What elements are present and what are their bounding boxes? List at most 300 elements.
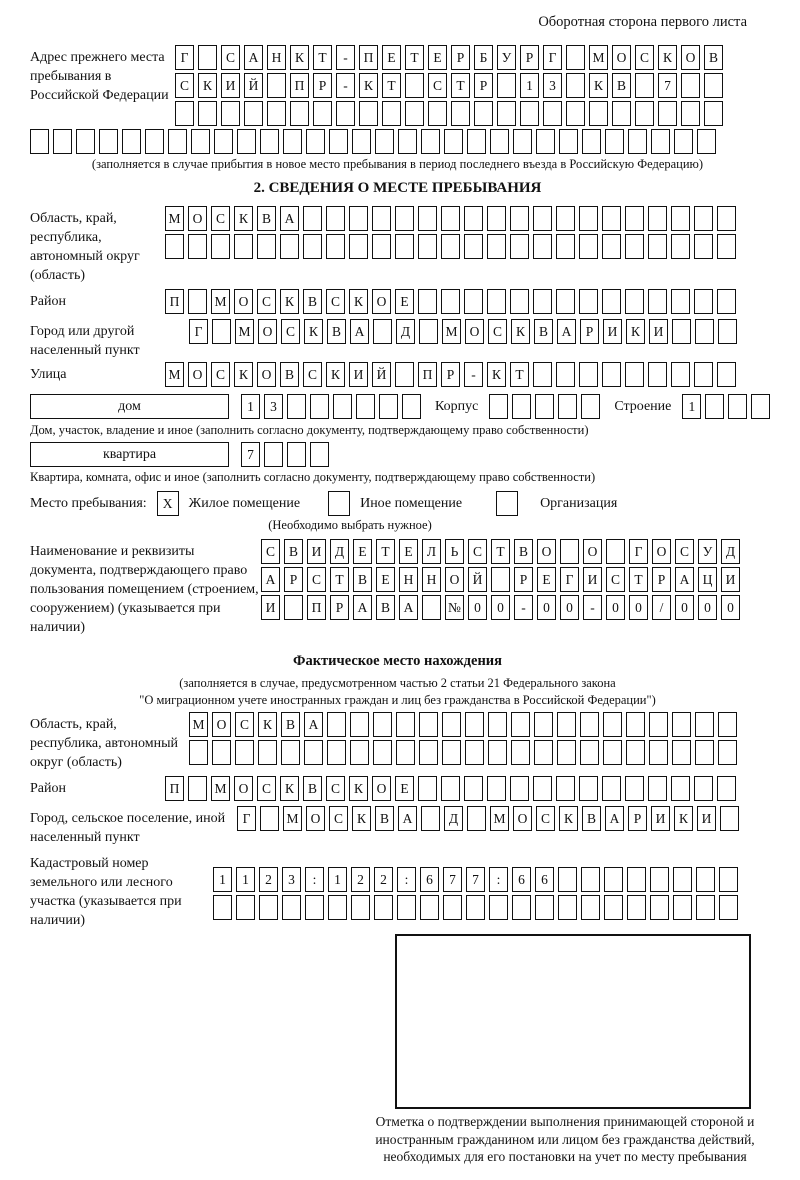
char-cell[interactable]: Р: [330, 595, 349, 620]
char-cell[interactable]: В: [303, 776, 322, 801]
char-cell[interactable]: [313, 101, 332, 126]
char-cell[interactable]: К: [559, 806, 578, 831]
char-cell[interactable]: Р: [441, 362, 460, 387]
char-cell[interactable]: [513, 129, 532, 154]
char-cell[interactable]: [211, 234, 230, 259]
char-cell[interactable]: [76, 129, 95, 154]
char-cell[interactable]: [535, 895, 554, 920]
char-cell[interactable]: /: [652, 595, 671, 620]
char-cell[interactable]: К: [349, 289, 368, 314]
char-cell[interactable]: [379, 394, 398, 419]
char-cell[interactable]: [372, 206, 391, 231]
char-cell[interactable]: [626, 712, 645, 737]
char-cell[interactable]: [556, 362, 575, 387]
char-cell[interactable]: Н: [399, 567, 418, 592]
char-cell[interactable]: 2: [259, 867, 278, 892]
char-cell[interactable]: И: [651, 806, 670, 831]
char-cell[interactable]: [442, 712, 461, 737]
char-cell[interactable]: В: [375, 806, 394, 831]
char-cell[interactable]: [648, 776, 667, 801]
char-cell[interactable]: [628, 129, 647, 154]
char-cell[interactable]: М: [165, 362, 184, 387]
char-cell[interactable]: [237, 129, 256, 154]
char-cell[interactable]: [487, 206, 506, 231]
char-cell[interactable]: О: [188, 206, 207, 231]
char-cell[interactable]: [512, 394, 531, 419]
char-cell[interactable]: И: [349, 362, 368, 387]
char-cell[interactable]: [728, 394, 747, 419]
char-cell[interactable]: [259, 895, 278, 920]
house-type-box[interactable]: дом: [30, 394, 229, 419]
char-cell[interactable]: [264, 442, 283, 467]
char-cell[interactable]: О: [306, 806, 325, 831]
char-cell[interactable]: [305, 895, 324, 920]
char-cell[interactable]: [466, 895, 485, 920]
char-cell[interactable]: [581, 895, 600, 920]
char-cell[interactable]: [356, 394, 375, 419]
char-cell[interactable]: К: [359, 73, 378, 98]
char-cell[interactable]: [533, 234, 552, 259]
char-cell[interactable]: [536, 129, 555, 154]
char-cell[interactable]: [428, 101, 447, 126]
char-cell[interactable]: [694, 234, 713, 259]
char-cell[interactable]: [488, 712, 507, 737]
char-cell[interactable]: [306, 129, 325, 154]
char-cell[interactable]: [512, 895, 531, 920]
char-cell[interactable]: 7: [658, 73, 677, 98]
char-cell[interactable]: П: [359, 45, 378, 70]
char-cell[interactable]: [464, 206, 483, 231]
char-cell[interactable]: [579, 776, 598, 801]
char-cell[interactable]: [579, 206, 598, 231]
char-cell[interactable]: Г: [175, 45, 194, 70]
char-cell[interactable]: [717, 234, 736, 259]
char-cell[interactable]: [175, 101, 194, 126]
char-cell[interactable]: [421, 806, 440, 831]
char-cell[interactable]: К: [280, 776, 299, 801]
char-cell[interactable]: Т: [376, 539, 395, 564]
char-cell[interactable]: [717, 776, 736, 801]
char-cell[interactable]: В: [582, 806, 601, 831]
char-cell[interactable]: [221, 101, 240, 126]
char-cell[interactable]: К: [511, 319, 530, 344]
char-cell[interactable]: 0: [606, 595, 625, 620]
char-cell[interactable]: [612, 101, 631, 126]
char-cell[interactable]: [510, 289, 529, 314]
char-cell[interactable]: В: [704, 45, 723, 70]
char-cell[interactable]: [489, 394, 508, 419]
char-cell[interactable]: С: [606, 567, 625, 592]
char-cell[interactable]: [465, 712, 484, 737]
char-cell[interactable]: Р: [474, 73, 493, 98]
char-cell[interactable]: [649, 712, 668, 737]
char-cell[interactable]: [474, 101, 493, 126]
char-cell[interactable]: [673, 895, 692, 920]
char-cell[interactable]: [304, 740, 323, 765]
char-cell[interactable]: [418, 289, 437, 314]
char-cell[interactable]: [418, 206, 437, 231]
char-cell[interactable]: [627, 867, 646, 892]
char-cell[interactable]: [257, 234, 276, 259]
char-cell[interactable]: Т: [451, 73, 470, 98]
char-cell[interactable]: [398, 129, 417, 154]
char-cell[interactable]: С: [257, 776, 276, 801]
char-cell[interactable]: 2: [351, 867, 370, 892]
char-cell[interactable]: [191, 129, 210, 154]
char-cell[interactable]: А: [353, 595, 372, 620]
char-cell[interactable]: С: [326, 776, 345, 801]
char-cell[interactable]: [188, 776, 207, 801]
char-cell[interactable]: [648, 206, 667, 231]
char-cell[interactable]: [490, 129, 509, 154]
char-cell[interactable]: [53, 129, 72, 154]
char-cell[interactable]: [511, 712, 530, 737]
stamp-box[interactable]: [395, 934, 751, 1109]
char-cell[interactable]: К: [658, 45, 677, 70]
char-cell[interactable]: [420, 895, 439, 920]
char-cell[interactable]: [558, 867, 577, 892]
char-cell[interactable]: [396, 740, 415, 765]
char-cell[interactable]: А: [605, 806, 624, 831]
char-cell[interactable]: К: [258, 712, 277, 737]
char-cell[interactable]: [625, 234, 644, 259]
char-cell[interactable]: С: [257, 289, 276, 314]
char-cell[interactable]: Е: [537, 567, 556, 592]
char-cell[interactable]: К: [290, 45, 309, 70]
char-cell[interactable]: [212, 740, 231, 765]
char-cell[interactable]: К: [349, 776, 368, 801]
char-cell[interactable]: 7: [466, 867, 485, 892]
char-cell[interactable]: [533, 362, 552, 387]
char-cell[interactable]: [441, 234, 460, 259]
char-cell[interactable]: [260, 129, 279, 154]
char-cell[interactable]: К: [589, 73, 608, 98]
char-cell[interactable]: [281, 740, 300, 765]
char-cell[interactable]: М: [165, 206, 184, 231]
char-cell[interactable]: [467, 129, 486, 154]
char-cell[interactable]: О: [372, 776, 391, 801]
char-cell[interactable]: К: [234, 206, 253, 231]
char-cell[interactable]: Т: [629, 567, 648, 592]
char-cell[interactable]: П: [290, 73, 309, 98]
char-cell[interactable]: Р: [628, 806, 647, 831]
char-cell[interactable]: [234, 234, 253, 259]
char-cell[interactable]: [580, 712, 599, 737]
char-cell[interactable]: [581, 394, 600, 419]
char-cell[interactable]: О: [257, 362, 276, 387]
char-cell[interactable]: П: [165, 289, 184, 314]
char-cell[interactable]: [581, 867, 600, 892]
char-cell[interactable]: Ц: [698, 567, 717, 592]
char-cell[interactable]: У: [497, 45, 516, 70]
char-cell[interactable]: [695, 740, 714, 765]
char-cell[interactable]: О: [234, 289, 253, 314]
char-cell[interactable]: Д: [444, 806, 463, 831]
char-cell[interactable]: [602, 234, 621, 259]
char-cell[interactable]: Г: [237, 806, 256, 831]
char-cell[interactable]: [402, 394, 421, 419]
char-cell[interactable]: [310, 394, 329, 419]
char-cell[interactable]: 0: [629, 595, 648, 620]
char-cell[interactable]: [580, 740, 599, 765]
char-cell[interactable]: [198, 45, 217, 70]
char-cell[interactable]: 0: [491, 595, 510, 620]
char-cell[interactable]: [488, 740, 507, 765]
char-cell[interactable]: [464, 289, 483, 314]
char-cell[interactable]: [467, 806, 486, 831]
char-cell[interactable]: [267, 101, 286, 126]
char-cell[interactable]: [168, 129, 187, 154]
char-cell[interactable]: [606, 539, 625, 564]
char-cell[interactable]: [589, 101, 608, 126]
char-cell[interactable]: [333, 394, 352, 419]
char-cell[interactable]: Г: [543, 45, 562, 70]
char-cell[interactable]: [328, 895, 347, 920]
char-cell[interactable]: В: [612, 73, 631, 98]
char-cell[interactable]: К: [234, 362, 253, 387]
char-cell[interactable]: Й: [244, 73, 263, 98]
char-cell[interactable]: [672, 740, 691, 765]
char-cell[interactable]: К: [304, 319, 323, 344]
char-cell[interactable]: М: [490, 806, 509, 831]
char-cell[interactable]: [303, 206, 322, 231]
char-cell[interactable]: [718, 319, 737, 344]
char-cell[interactable]: 0: [468, 595, 487, 620]
char-cell[interactable]: [602, 289, 621, 314]
char-cell[interactable]: О: [465, 319, 484, 344]
char-cell[interactable]: Л: [422, 539, 441, 564]
char-cell[interactable]: [282, 895, 301, 920]
char-cell[interactable]: [489, 895, 508, 920]
char-cell[interactable]: [603, 740, 622, 765]
char-cell[interactable]: [556, 206, 575, 231]
char-cell[interactable]: [560, 539, 579, 564]
char-cell[interactable]: -: [464, 362, 483, 387]
char-cell[interactable]: С: [635, 45, 654, 70]
char-cell[interactable]: А: [399, 595, 418, 620]
char-cell[interactable]: [602, 776, 621, 801]
char-cell[interactable]: [625, 206, 644, 231]
char-cell[interactable]: Р: [284, 567, 303, 592]
char-cell[interactable]: [579, 234, 598, 259]
char-cell[interactable]: [695, 319, 714, 344]
char-cell[interactable]: [719, 895, 738, 920]
char-cell[interactable]: [696, 895, 715, 920]
char-cell[interactable]: [287, 394, 306, 419]
char-cell[interactable]: [350, 712, 369, 737]
char-cell[interactable]: [603, 712, 622, 737]
char-cell[interactable]: А: [675, 567, 694, 592]
char-cell[interactable]: [705, 394, 724, 419]
char-cell[interactable]: [650, 867, 669, 892]
char-cell[interactable]: И: [261, 595, 280, 620]
char-cell[interactable]: П: [165, 776, 184, 801]
char-cell[interactable]: [626, 740, 645, 765]
char-cell[interactable]: [326, 206, 345, 231]
char-cell[interactable]: С: [281, 319, 300, 344]
char-cell[interactable]: [349, 234, 368, 259]
char-cell[interactable]: [650, 895, 669, 920]
char-cell[interactable]: [189, 740, 208, 765]
char-cell[interactable]: А: [261, 567, 280, 592]
char-cell[interactable]: [349, 206, 368, 231]
char-cell[interactable]: [99, 129, 118, 154]
char-cell[interactable]: [534, 740, 553, 765]
char-cell[interactable]: О: [212, 712, 231, 737]
char-cell[interactable]: Р: [451, 45, 470, 70]
char-cell[interactable]: [717, 206, 736, 231]
char-cell[interactable]: М: [211, 289, 230, 314]
char-cell[interactable]: С: [675, 539, 694, 564]
char-cell[interactable]: [441, 206, 460, 231]
char-cell[interactable]: С: [261, 539, 280, 564]
char-cell[interactable]: [671, 206, 690, 231]
char-cell[interactable]: [329, 129, 348, 154]
char-cell[interactable]: [648, 289, 667, 314]
char-cell[interactable]: 0: [698, 595, 717, 620]
char-cell[interactable]: О: [234, 776, 253, 801]
char-cell[interactable]: В: [514, 539, 533, 564]
char-cell[interactable]: [441, 776, 460, 801]
char-cell[interactable]: А: [244, 45, 263, 70]
char-cell[interactable]: [283, 129, 302, 154]
char-cell[interactable]: [566, 73, 585, 98]
char-cell[interactable]: Е: [395, 289, 414, 314]
char-cell[interactable]: Е: [399, 539, 418, 564]
char-cell[interactable]: [718, 712, 737, 737]
char-cell[interactable]: 0: [675, 595, 694, 620]
char-cell[interactable]: [704, 73, 723, 98]
char-cell[interactable]: [235, 740, 254, 765]
char-cell[interactable]: [465, 740, 484, 765]
char-cell[interactable]: [582, 129, 601, 154]
char-cell[interactable]: [510, 206, 529, 231]
char-cell[interactable]: [520, 101, 539, 126]
char-cell[interactable]: [396, 712, 415, 737]
char-cell[interactable]: В: [284, 539, 303, 564]
char-cell[interactable]: [198, 101, 217, 126]
char-cell[interactable]: [491, 567, 510, 592]
char-cell[interactable]: [464, 234, 483, 259]
char-cell[interactable]: И: [583, 567, 602, 592]
char-cell[interactable]: [487, 234, 506, 259]
char-cell[interactable]: [627, 895, 646, 920]
char-cell[interactable]: А: [304, 712, 323, 737]
char-cell[interactable]: [214, 129, 233, 154]
char-cell[interactable]: М: [235, 319, 254, 344]
char-cell[interactable]: [336, 101, 355, 126]
char-cell[interactable]: И: [307, 539, 326, 564]
char-cell[interactable]: С: [211, 362, 230, 387]
char-cell[interactable]: К: [674, 806, 693, 831]
char-cell[interactable]: [188, 289, 207, 314]
char-cell[interactable]: [258, 740, 277, 765]
char-cell[interactable]: [395, 206, 414, 231]
apartment-type-box[interactable]: квартира: [30, 442, 229, 467]
char-cell[interactable]: :: [397, 867, 416, 892]
char-cell[interactable]: В: [257, 206, 276, 231]
char-cell[interactable]: [694, 289, 713, 314]
char-cell[interactable]: [674, 129, 693, 154]
char-cell[interactable]: К: [280, 289, 299, 314]
char-cell[interactable]: Т: [313, 45, 332, 70]
char-cell[interactable]: О: [652, 539, 671, 564]
char-cell[interactable]: В: [303, 289, 322, 314]
char-cell[interactable]: Р: [514, 567, 533, 592]
char-cell[interactable]: [260, 806, 279, 831]
char-cell[interactable]: :: [305, 867, 324, 892]
char-cell[interactable]: В: [281, 712, 300, 737]
char-cell[interactable]: 7: [443, 867, 462, 892]
char-cell[interactable]: [719, 867, 738, 892]
char-cell[interactable]: [451, 101, 470, 126]
char-cell[interactable]: 3: [264, 394, 283, 419]
char-cell[interactable]: Т: [491, 539, 510, 564]
char-cell[interactable]: -: [514, 595, 533, 620]
char-cell[interactable]: [635, 73, 654, 98]
char-cell[interactable]: :: [489, 867, 508, 892]
char-cell[interactable]: [556, 289, 575, 314]
char-cell[interactable]: [694, 362, 713, 387]
char-cell[interactable]: У: [698, 539, 717, 564]
char-cell[interactable]: [419, 712, 438, 737]
char-cell[interactable]: Е: [382, 45, 401, 70]
char-cell[interactable]: В: [534, 319, 553, 344]
char-cell[interactable]: [579, 362, 598, 387]
char-cell[interactable]: [510, 776, 529, 801]
char-cell[interactable]: №: [445, 595, 464, 620]
char-cell[interactable]: С: [326, 289, 345, 314]
char-cell[interactable]: И: [697, 806, 716, 831]
char-cell[interactable]: [441, 289, 460, 314]
char-cell[interactable]: [395, 234, 414, 259]
char-cell[interactable]: К: [352, 806, 371, 831]
char-cell[interactable]: [213, 895, 232, 920]
char-cell[interactable]: Г: [189, 319, 208, 344]
char-cell[interactable]: [374, 895, 393, 920]
char-cell[interactable]: Т: [510, 362, 529, 387]
char-cell[interactable]: С: [307, 567, 326, 592]
char-cell[interactable]: -: [583, 595, 602, 620]
char-cell[interactable]: [375, 129, 394, 154]
char-cell[interactable]: С: [536, 806, 555, 831]
char-cell[interactable]: С: [235, 712, 254, 737]
char-cell[interactable]: [672, 319, 691, 344]
char-cell[interactable]: М: [189, 712, 208, 737]
char-cell[interactable]: [350, 740, 369, 765]
char-cell[interactable]: 0: [560, 595, 579, 620]
char-cell[interactable]: И: [221, 73, 240, 98]
char-cell[interactable]: 1: [213, 867, 232, 892]
char-cell[interactable]: С: [468, 539, 487, 564]
char-cell[interactable]: Д: [721, 539, 740, 564]
char-cell[interactable]: [303, 234, 322, 259]
char-cell[interactable]: 1: [682, 394, 701, 419]
char-cell[interactable]: Е: [376, 567, 395, 592]
char-cell[interactable]: [533, 206, 552, 231]
char-cell[interactable]: С: [428, 73, 447, 98]
char-cell[interactable]: [327, 740, 346, 765]
char-cell[interactable]: [287, 442, 306, 467]
char-cell[interactable]: Г: [560, 567, 579, 592]
char-cell[interactable]: [671, 776, 690, 801]
char-cell[interactable]: [373, 740, 392, 765]
char-cell[interactable]: А: [557, 319, 576, 344]
char-cell[interactable]: [534, 712, 553, 737]
char-cell[interactable]: [397, 895, 416, 920]
char-cell[interactable]: О: [445, 567, 464, 592]
char-cell[interactable]: Д: [330, 539, 349, 564]
